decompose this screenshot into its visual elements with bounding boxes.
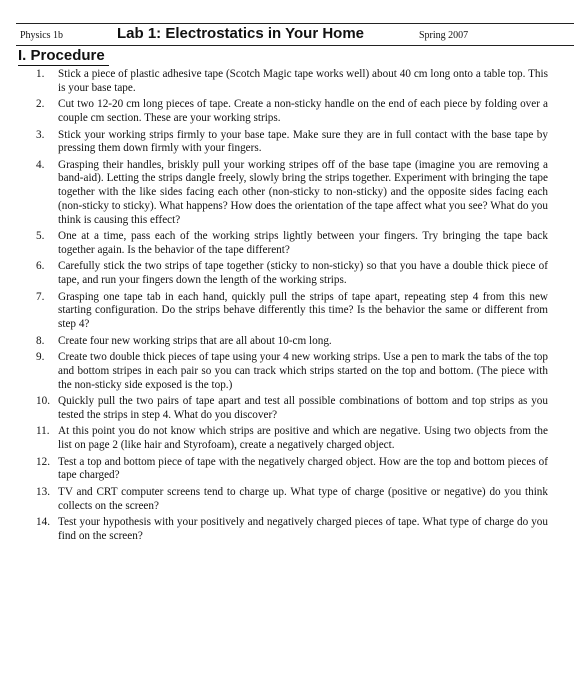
section-heading-underline: [18, 65, 109, 66]
procedure-step: [36, 98, 548, 125]
step-text: TV and CRT computer screens tend to charge up. What type of charge (positive or negative) do you think collects on the screen?: [58, 485, 548, 512]
step-number: 2.: [36, 98, 45, 111]
step-number: 5.: [36, 230, 45, 243]
procedure-step: [36, 159, 548, 228]
step-number: 8.: [36, 334, 45, 347]
step-number: 7.: [36, 290, 45, 303]
step-text: At this point you do not know which strips are positive and which are negative. Using two objects from the list on page 2 (like hair and Styrofoam), create a negatively charged object.: [58, 425, 548, 452]
step-number: 4.: [36, 158, 45, 171]
procedure-step: [36, 230, 548, 257]
step-number: 3.: [36, 128, 45, 141]
term-label: Spring 2007: [419, 30, 469, 41]
course-name: Physics 1b: [20, 30, 64, 41]
procedure-step: [36, 129, 548, 156]
step-text: Cut two 12-20 cm long pieces of tape. Create a non-sticky handle on the end of each piece by folding over a couple cm section. These are your working strips.: [58, 98, 548, 124]
step-number: 9.: [36, 351, 45, 364]
step-text: Test a top and bottom piece of tape with the negatively charged object. How are the top and bottom pieces of tape charged?: [58, 455, 548, 482]
procedure-step: [36, 351, 548, 392]
step-text: Grasping one tape tab in each hand, quickly pull the strips of tape apart, repeating step 4 from this new starting configuration. Do the strips behave differently this time? Is the behavior the same or different from step 4?: [58, 290, 548, 331]
procedure-step: [36, 291, 548, 332]
step-text: Quickly pull the two pairs of tape apart and test all possible combinations of bottom and top strips as you tested the strips in step 4. What do you discover?: [58, 395, 548, 421]
step-number: 11.: [36, 425, 50, 438]
step-number: 12.: [36, 455, 50, 468]
step-text: Stick your working strips firmly to your base tape. Make sure they are in full contact with the base tape by pressing them down firmly with your fingers.: [58, 128, 548, 155]
step-text: Grasping their handles, briskly pull your working stripes off of the base tape (imagine you are removing a band-aid). Letting the strips dangle freely, slowly bring the strips together. Experiment with bringing the tape together with the like sides facing each other (non-sticky to non-sticky) and the opposite sides facing each (non-sticky to sticky). What happens? How does the orientation of the tape affect what you see? What do you think is causing this effect?: [58, 158, 548, 226]
procedure-step: [36, 335, 548, 349]
step-number: 13.: [36, 485, 50, 498]
procedure-step: [36, 456, 548, 483]
step-text: Create two double thick pieces of tape using your 4 new working strips. Use a pen to mark the tabs of the top and bottom stripes in each pair so you can track which strips started on the top and bottom. (The piece with the non-sticky side exposed is the top.): [58, 351, 548, 391]
step-number: 10.: [36, 395, 50, 408]
procedure-steps: [36, 68, 548, 546]
step-text: Carefully stick the two strips of tape together (sticky to non-sticky) so that you have a double thick piece of tape, and run your fingers down the length of the working strips.: [58, 260, 548, 287]
procedure-step: [36, 68, 548, 95]
step-text: Create four new working strips that are all about 10-cm long.: [58, 334, 332, 347]
lab-title: Lab 1: Electrostatics in Your Home: [117, 25, 365, 42]
step-number: 1.: [36, 68, 45, 80]
procedure-step: [36, 516, 548, 543]
section-heading: I. Procedure: [18, 47, 105, 64]
page-header: [20, 24, 574, 45]
step-text: Test your hypothesis with your positively and negatively charged pieces of tape. What type of charge do you find on the screen?: [58, 516, 548, 542]
step-text: One at a time, pass each of the working strips lightly between your fingers. Try bringing the tape back together again. Is the behavior of the tape different?: [58, 230, 548, 256]
procedure-step: [36, 395, 548, 422]
procedure-step: [36, 260, 548, 287]
step-number: 14.: [36, 516, 50, 529]
procedure-step: [36, 486, 548, 513]
step-number: 6.: [36, 260, 45, 273]
procedure-step: [36, 425, 548, 452]
step-text: Stick a piece of plastic adhesive tape (Scotch Magic tape works well) about 40 cm long onto a table top. This is your base tape.: [58, 68, 548, 94]
header-bottom-rule: [16, 45, 574, 46]
